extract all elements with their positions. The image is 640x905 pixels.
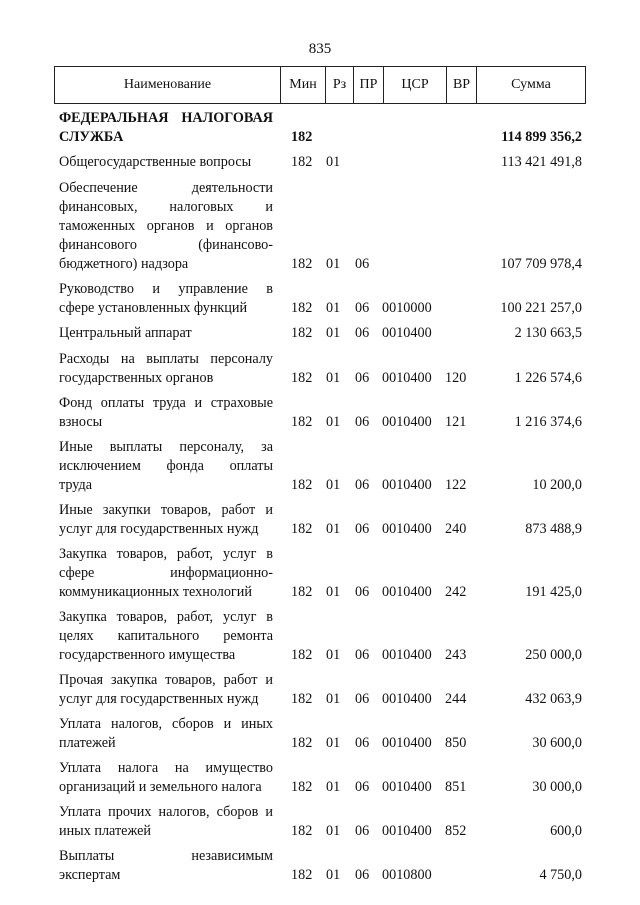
code-min: 182 — [291, 647, 313, 663]
code-vr: 242 — [445, 584, 467, 600]
row-name-line: сфере информационно- — [59, 565, 273, 581]
row-name-line: финансового (финансово- — [59, 237, 273, 253]
header-sum: Сумма — [511, 77, 551, 92]
row-name-line: Уплата прочих налогов, сборов и — [59, 804, 273, 820]
code-pr: 06 — [355, 256, 370, 272]
code-min: 182 — [291, 370, 313, 386]
row-name-line: труда — [59, 477, 92, 493]
row-name-line: СЛУЖБА — [59, 129, 124, 145]
code-vr: 850 — [445, 735, 467, 751]
table-row — [0, 759, 640, 797]
code-csr: 0010400 — [382, 584, 432, 600]
row-sum: 191 425,0 — [525, 584, 582, 600]
row-name-line: сфере установленных функций — [59, 300, 248, 316]
row-name — [59, 394, 273, 432]
table-row — [0, 501, 640, 539]
code-pr: 06 — [355, 584, 370, 600]
row-name-line: бюджетного) надзора — [59, 256, 189, 272]
row-sum: 107 709 978,4 — [500, 256, 582, 272]
header-min: Мин — [281, 67, 326, 103]
row-name-line: Уплата налога на имущество — [59, 760, 273, 776]
row-name — [59, 501, 273, 539]
code-vr: 243 — [445, 647, 467, 663]
code-min: 182 — [291, 129, 313, 145]
header-name: Наименование — [55, 67, 281, 103]
table-row — [0, 438, 640, 495]
code-pr: 06 — [355, 867, 370, 883]
code-rz: 01 — [326, 300, 341, 316]
table-row — [0, 608, 640, 665]
code-min: 182 — [291, 477, 313, 493]
code-min: 182 — [291, 691, 313, 707]
code-vr: 851 — [445, 779, 467, 795]
code-rz: 01 — [326, 735, 341, 751]
row-name-line: Общегосударственные вопросы — [59, 154, 252, 170]
table-row — [0, 280, 640, 318]
page-number: 835 — [308, 41, 332, 57]
table-row — [0, 153, 640, 172]
row-sum: 600,0 — [550, 823, 582, 839]
table-row — [0, 847, 640, 885]
row-sum: 100 221 257,0 — [500, 300, 582, 316]
row-name — [59, 759, 273, 797]
code-min: 182 — [291, 300, 313, 316]
code-min: 182 — [291, 735, 313, 751]
row-name-line: коммуникационных технологий — [59, 584, 252, 600]
code-min: 182 — [291, 779, 313, 795]
row-name-line: иных платежей — [59, 823, 151, 839]
code-pr: 06 — [355, 647, 370, 663]
code-rz: 01 — [326, 414, 341, 430]
code-pr: 06 — [355, 823, 370, 839]
row-name — [59, 803, 273, 841]
header-rz: Рз — [326, 67, 354, 103]
code-csr: 0010800 — [382, 867, 432, 883]
code-min: 182 — [291, 256, 313, 272]
row-name-line: Закупка товаров, работ, услуг в — [59, 609, 273, 625]
row-name-line: услуг для государственных нужд — [59, 521, 259, 537]
code-rz: 01 — [326, 584, 341, 600]
row-sum: 432 063,9 — [525, 691, 582, 707]
row-name — [59, 280, 273, 318]
row-name-line: финансовых, налоговых и — [59, 199, 273, 215]
row-sum: 4 750,0 — [539, 867, 582, 883]
code-rz: 01 — [326, 867, 341, 883]
code-rz: 01 — [326, 370, 341, 386]
code-csr: 0010400 — [382, 370, 432, 386]
table-row — [0, 671, 640, 709]
row-sum: 10 200,0 — [532, 477, 582, 493]
code-pr: 06 — [355, 779, 370, 795]
row-name-line: исключением фонда оплаты — [59, 458, 273, 474]
code-vr: 852 — [445, 823, 467, 839]
table-row — [0, 350, 640, 388]
code-rz: 01 — [326, 521, 341, 537]
code-pr: 06 — [355, 370, 370, 386]
row-name-line: организаций и земельного налога — [59, 779, 262, 795]
code-vr: 240 — [445, 521, 467, 537]
row-name-line: Руководство и управление в — [59, 281, 273, 297]
table-row — [0, 803, 640, 841]
code-rz: 01 — [326, 154, 341, 170]
row-name — [59, 671, 273, 709]
row-name-line: Выплаты независимым — [59, 848, 273, 864]
row-sum: 2 130 663,5 — [514, 325, 582, 341]
code-pr: 06 — [355, 477, 370, 493]
code-csr: 0010400 — [382, 823, 432, 839]
table-row — [0, 394, 640, 432]
code-vr: 122 — [445, 477, 467, 493]
code-pr: 06 — [355, 325, 370, 341]
code-csr: 0010400 — [382, 521, 432, 537]
row-sum: 113 421 491,8 — [500, 154, 582, 170]
table-row — [0, 715, 640, 753]
table-row — [0, 545, 640, 602]
code-csr: 0010400 — [382, 647, 432, 663]
row-name — [59, 608, 273, 665]
table-row — [0, 179, 640, 274]
code-pr: 06 — [355, 521, 370, 537]
header-pr: ПР — [354, 67, 384, 103]
row-name-line: Центральный аппарат — [59, 325, 192, 341]
table-header — [54, 66, 586, 104]
code-pr: 06 — [355, 414, 370, 430]
code-rz: 01 — [326, 477, 341, 493]
row-name-line: платежей — [59, 735, 116, 751]
code-csr: 0010400 — [382, 477, 432, 493]
row-name-line: целях капитального ремонта — [59, 628, 273, 644]
header-csr: ЦСР — [384, 67, 447, 103]
row-name-line: Обеспечение деятельности — [59, 180, 273, 196]
row-name-line: Иные закупки товаров, работ и — [59, 502, 273, 518]
row-name-line: государственных органов — [59, 370, 214, 386]
row-sum: 1 216 374,6 — [514, 414, 582, 430]
code-rz: 01 — [326, 779, 341, 795]
code-min: 182 — [291, 154, 313, 170]
code-min: 182 — [291, 414, 313, 430]
code-rz: 01 — [326, 325, 341, 341]
row-name — [59, 179, 273, 274]
row-name — [59, 350, 273, 388]
row-sum: 1 226 574,6 — [514, 370, 582, 386]
code-csr: 0010400 — [382, 779, 432, 795]
row-name-line: взносы — [59, 414, 103, 430]
row-name-line: Фонд оплаты труда и страховые — [59, 395, 273, 411]
row-sum: 114 899 356,2 — [501, 129, 582, 145]
row-name — [59, 153, 273, 172]
row-sum: 873 488,9 — [525, 521, 582, 537]
code-vr: 121 — [445, 414, 467, 430]
code-vr: 120 — [445, 370, 467, 386]
row-name-line: Уплата налогов, сборов и иных — [59, 716, 273, 732]
row-name-line: Расходы на выплаты персоналу — [59, 351, 273, 367]
code-csr: 0010000 — [382, 300, 432, 316]
code-min: 182 — [291, 521, 313, 537]
row-name — [59, 847, 273, 885]
code-min: 182 — [291, 867, 313, 883]
header-vr: ВР — [447, 67, 477, 103]
row-name-line: ФЕДЕРАЛЬНАЯ НАЛОГОВАЯ — [59, 110, 273, 126]
row-name — [59, 438, 273, 495]
code-csr: 0010400 — [382, 325, 432, 341]
row-name-line: государственного имущества — [59, 647, 236, 663]
code-vr: 244 — [445, 691, 467, 707]
row-name — [59, 109, 273, 147]
code-csr: 0010400 — [382, 414, 432, 430]
code-rz: 01 — [326, 647, 341, 663]
row-name-line: Прочая закупка товаров, работ и — [59, 672, 273, 688]
row-name-line: Иные выплаты персоналу, за — [59, 439, 273, 455]
row-sum: 30 000,0 — [532, 779, 582, 795]
code-csr: 0010400 — [382, 735, 432, 751]
row-name — [59, 715, 273, 753]
row-name — [59, 324, 273, 343]
code-pr: 06 — [355, 300, 370, 316]
row-name — [59, 545, 273, 602]
code-min: 182 — [291, 823, 313, 839]
code-min: 182 — [291, 325, 313, 341]
code-rz: 01 — [326, 256, 341, 272]
code-rz: 01 — [326, 823, 341, 839]
row-name-line: таможенных органов и органов — [59, 218, 273, 234]
row-name-line: экспертам — [59, 867, 121, 883]
row-name-line: Закупка товаров, работ, услуг в — [59, 546, 273, 562]
code-csr: 0010400 — [382, 691, 432, 707]
row-name-line: услуг для государственных нужд — [59, 691, 259, 707]
row-sum: 30 600,0 — [532, 735, 582, 751]
code-min: 182 — [291, 584, 313, 600]
table-row — [0, 109, 640, 147]
code-rz: 01 — [326, 691, 341, 707]
code-pr: 06 — [355, 735, 370, 751]
row-sum: 250 000,0 — [525, 647, 582, 663]
table-row — [0, 324, 640, 343]
code-pr: 06 — [355, 691, 370, 707]
